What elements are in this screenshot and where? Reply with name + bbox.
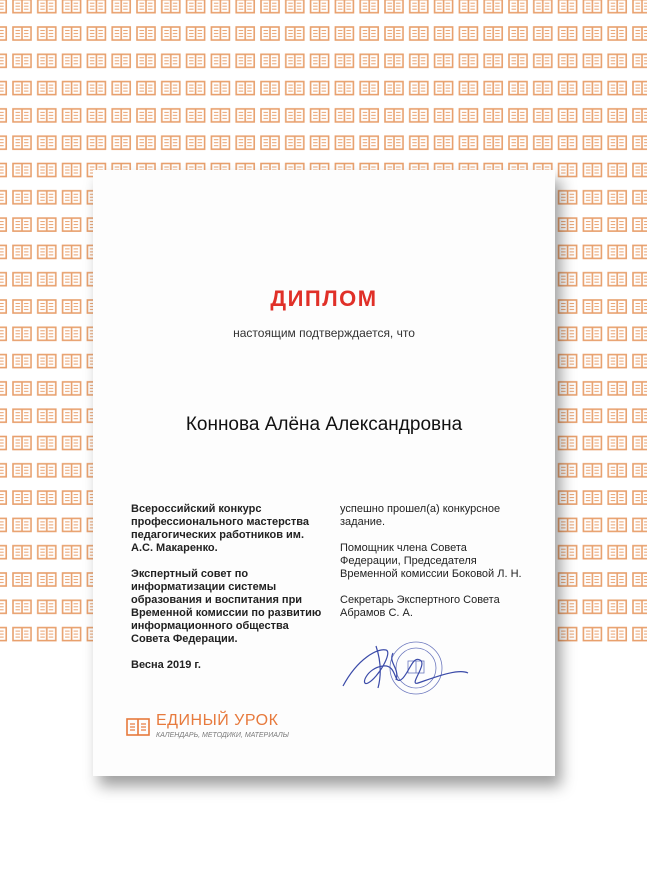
diploma-subtitle: настоящим подтверждается, что xyxy=(233,326,415,340)
council-name: Экспертный совет по информатизации системы образования и воспитания при Временной комиссии по развитию информационного общества Совета Федерации. xyxy=(131,568,322,645)
contest-name: Всероссийский конкурс профессионального мастерства педагогических работников им. А.С. Макаренко. xyxy=(131,503,310,554)
secretary-text: Секретарь Экспертного Совета Абрамов С. А. xyxy=(340,594,500,619)
passed-text: успешно прошел(а) конкурсное задание. xyxy=(340,503,501,528)
edinyi-urok-logo xyxy=(126,713,289,740)
diploma-date: Весна 2019 г. xyxy=(131,659,201,671)
diploma-card xyxy=(93,170,555,776)
diploma-title: ДИПЛОМ xyxy=(270,286,378,311)
signature-stamp xyxy=(338,628,478,708)
book-logo-icon xyxy=(126,718,150,736)
right-column xyxy=(340,503,530,633)
left-column xyxy=(131,503,327,685)
assistant-text: Помощник члена Совета Федерации, Председателя Временной комиссии Боковой Л. Н. xyxy=(340,542,522,580)
logo-name: ЕДИНЫЙ УРОК xyxy=(156,712,279,729)
logo-tagline: КАЛЕНДАРЬ, МЕТОДИКИ, МАТЕРИАЛЫ xyxy=(156,732,289,739)
recipient-name: Коннова Алёна Александровна xyxy=(185,414,463,435)
